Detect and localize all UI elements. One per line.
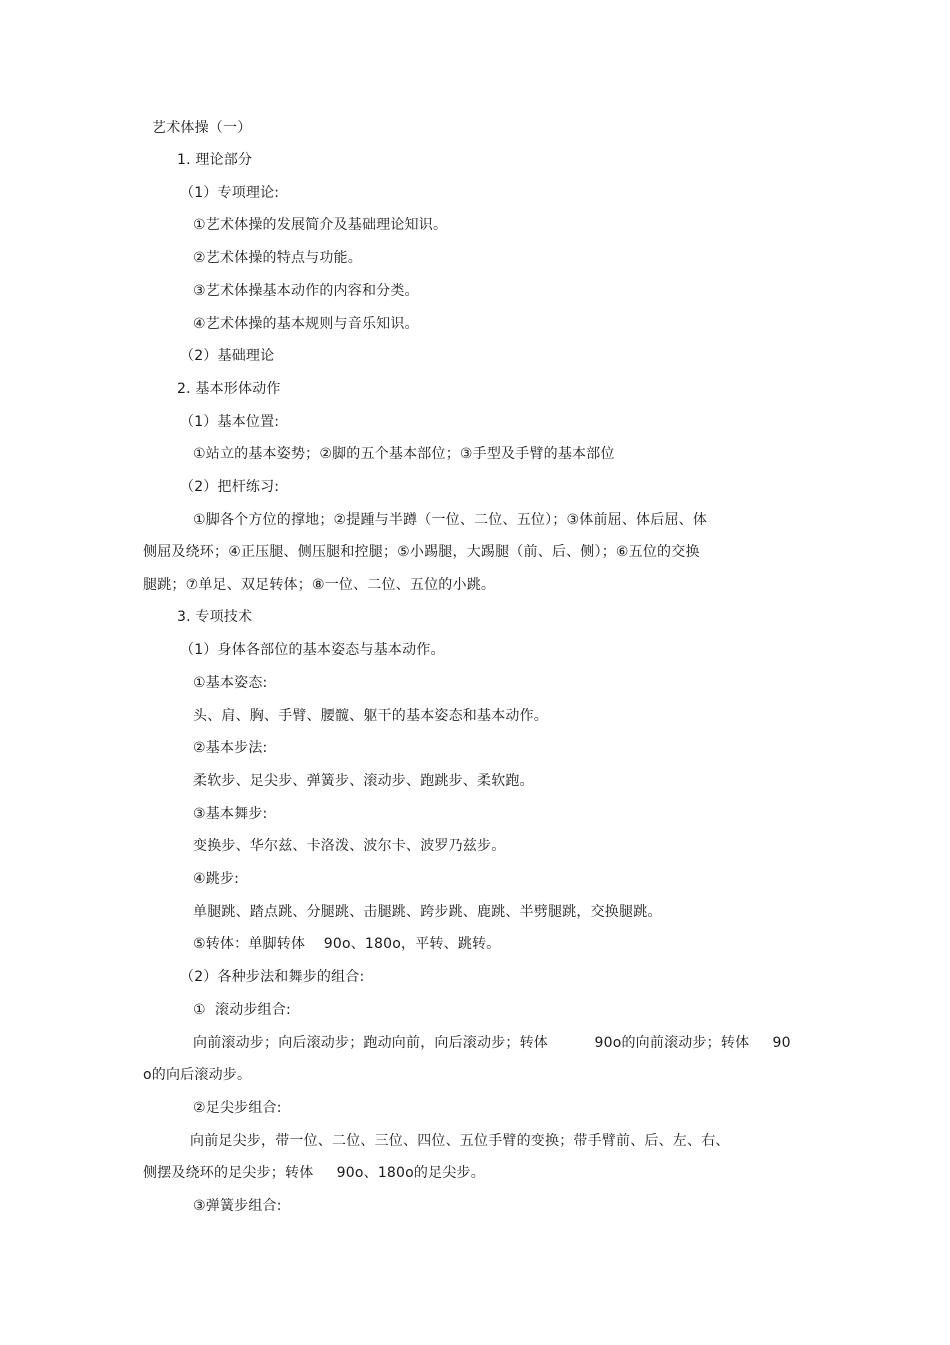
list-item: ③基本舞步: xyxy=(193,806,268,822)
subsection-heading: （1）专项理论: xyxy=(180,185,280,201)
list-item: ③弹簧步组合: xyxy=(193,1198,282,1214)
paragraph-line: 向前足尖步，带一位、二位、三位、四位、五位手臂的变换；带手臂前、后、左、右、 xyxy=(190,1133,730,1149)
section-heading-theory: 1. 理论部分 xyxy=(177,152,253,168)
paragraph-line: ①脚各个方位的撑地；②提踵与半蹲（一位、二位、五位）；③体前屈、体后屈、体 xyxy=(193,512,708,528)
list-item-detail: 单腿跳、踏点跳、分腿跳、击腿跳、跨步跳、鹿跳、半劈腿跳，交换腿跳。 xyxy=(193,904,662,920)
section-heading-technique: 3. 专项技术 xyxy=(177,609,253,625)
paragraph-line: 腿跳；⑦单足、双足转体；⑧一位、二位、五位的小跳。 xyxy=(143,577,496,593)
list-item: ③艺术体操基本动作的内容和分类。 xyxy=(193,283,419,299)
list-item: ①站立的基本姿势；②脚的五个基本部位；③手型及手臂的基本部位 xyxy=(193,446,615,462)
paragraph-line: 向前滚动步；向后滚动步；跑动向前，向后滚动步；转体 90o的向前滚动步；转体 90 xyxy=(193,1035,791,1051)
list-item: ②基本步法: xyxy=(193,740,268,756)
subsection-heading: （2）把杆练习: xyxy=(180,479,280,495)
list-item: ②艺术体操的特点与功能。 xyxy=(193,250,362,266)
document-title: 艺术体操（一） xyxy=(152,120,252,136)
list-item: ④跳步: xyxy=(193,871,240,887)
list-item: ①艺术体操的发展简介及基础理论知识。 xyxy=(193,217,448,233)
list-item-detail: 变换步、华尔兹、卡洛泼、波尔卡、波罗乃兹步。 xyxy=(193,838,506,854)
list-item: ④艺术体操的基本规则与音乐知识。 xyxy=(193,316,419,332)
list-item-detail: 头、肩、胸、手臂、腰髋、躯干的基本姿态和基本动作。 xyxy=(193,708,548,724)
list-item: ① 滚动步组合: xyxy=(193,1002,291,1018)
paragraph-line: 侧摆及绕环的足尖步；转体 90o、180o的足尖步。 xyxy=(143,1165,485,1181)
subsection-heading: （2）各种步法和舞步的组合: xyxy=(180,969,365,985)
list-item: ⑤转体：单脚转体 90o、180o，平转、跳转。 xyxy=(193,936,501,952)
list-item-detail: 柔软步、足尖步、弹簧步、滚动步、跑跳步、柔软跑。 xyxy=(193,773,534,789)
list-item: ①基本姿态: xyxy=(193,675,268,691)
paragraph-line: 侧屈及绕环；④正压腿、侧压腿和控腿；⑤小踢腿，大踢腿（前、后、侧）；⑥五位的交换 xyxy=(143,544,700,560)
section-heading-basic-movements: 2. 基本形体动作 xyxy=(177,381,281,397)
subsection-heading: （2）基础理论 xyxy=(180,348,275,364)
subsection-heading: （1）基本位置: xyxy=(180,414,280,430)
subsection-heading: （1）身体各部位的基本姿态与基本动作。 xyxy=(180,642,445,658)
paragraph-line: o的向后滚动步。 xyxy=(143,1067,252,1083)
list-item: ②足尖步组合: xyxy=(193,1100,282,1116)
